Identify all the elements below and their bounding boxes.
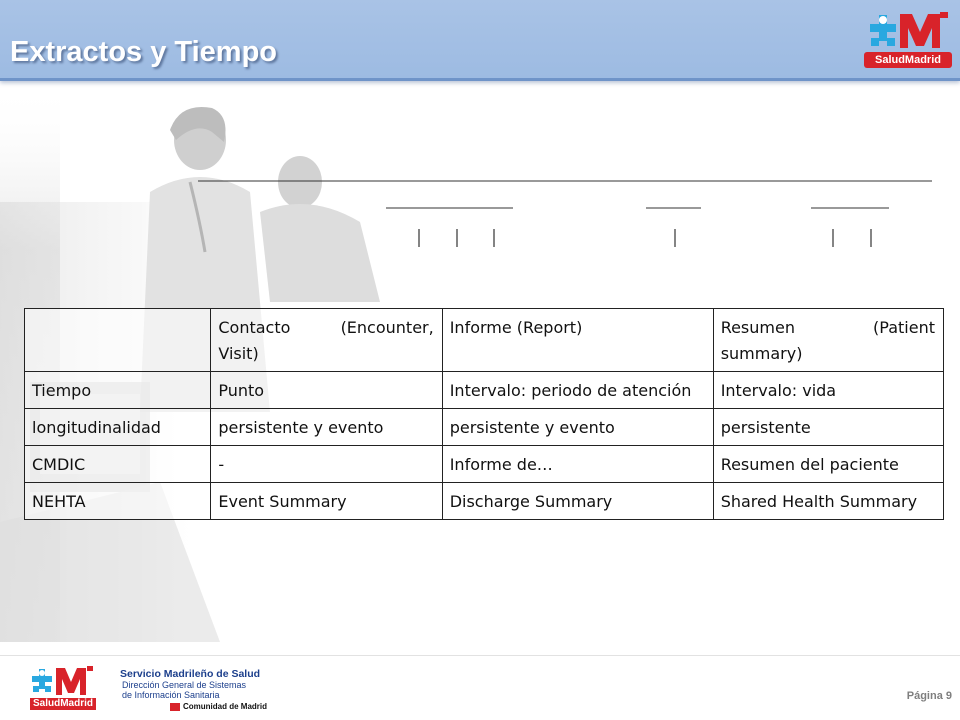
table-row <box>25 483 944 520</box>
table-cell: Intervalo: vida <box>713 372 943 409</box>
footer-divider <box>0 655 960 656</box>
footer-emblem-icon <box>30 664 96 698</box>
table-row <box>25 372 944 409</box>
footer-salud-madrid-logo <box>30 664 100 710</box>
salud-madrid-logo <box>862 8 952 70</box>
salud-madrid-caption: SaludMadrid <box>864 52 952 68</box>
comparison-table <box>24 308 944 520</box>
footer-logo-caption: SaludMadrid <box>30 698 96 710</box>
table-cell <box>25 309 211 372</box>
header-band <box>0 0 960 81</box>
table-row <box>25 446 944 483</box>
table-cell: Punto <box>211 372 442 409</box>
table-header-row <box>25 309 944 372</box>
table-row <box>25 409 944 446</box>
table-cell: Event Summary <box>211 483 442 520</box>
table-cell: CMDIC <box>25 446 211 483</box>
table-cell: persistente <box>713 409 943 446</box>
comunidad-flag-icon <box>170 703 180 711</box>
table-cell: Shared Health Summary <box>713 483 943 520</box>
table-cell: Intervalo: periodo de atención <box>442 372 713 409</box>
salud-madrid-emblem-icon <box>862 8 952 54</box>
table-cell: persistente y evento <box>442 409 713 446</box>
table-cell: Resumen (Patient summary) <box>713 309 943 372</box>
org-department-line2: de Información Sanitaria <box>122 690 220 700</box>
comunidad-text: Comunidad de Madrid <box>183 702 267 711</box>
organization-block <box>120 668 260 700</box>
table-cell: NEHTA <box>25 483 211 520</box>
table-cell: Informe de… <box>442 446 713 483</box>
table-cell: Discharge Summary <box>442 483 713 520</box>
org-name: Servicio Madrileño de Salud <box>120 668 261 680</box>
page-title: Extractos y Tiempo <box>10 36 278 68</box>
comunidad-madrid-label <box>170 702 267 711</box>
table-cell: longitudinalidad <box>25 409 211 446</box>
table-cell: persistente y evento <box>211 409 442 446</box>
org-department-line1: Dirección General de Sistemas <box>122 680 247 690</box>
table-cell: Contacto (Encounter, Visit) <box>211 309 442 372</box>
table-cell: Resumen del paciente <box>713 446 943 483</box>
table-cell: Informe (Report) <box>442 309 713 372</box>
table-cell: - <box>211 446 442 483</box>
table-cell: Tiempo <box>25 372 211 409</box>
page-number: Página 9 <box>906 690 952 702</box>
